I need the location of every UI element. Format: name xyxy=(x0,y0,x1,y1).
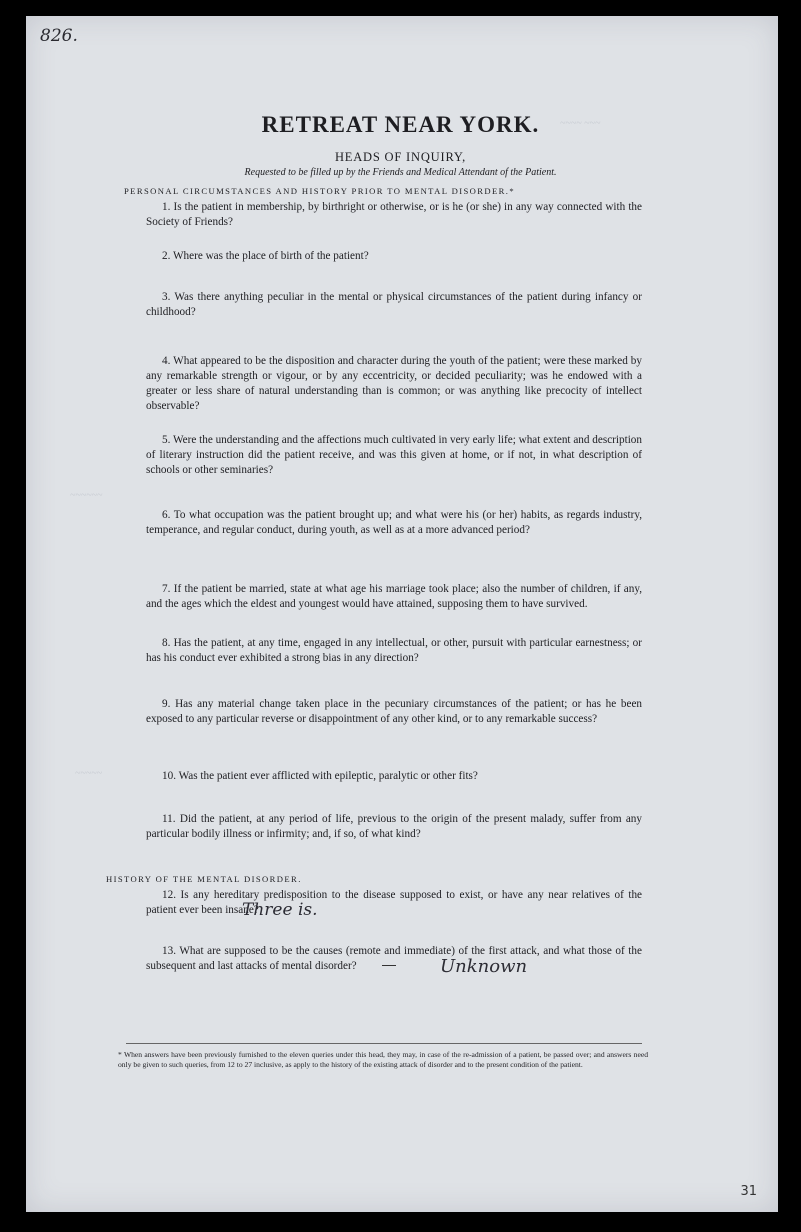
question-8: 8. Has the patient, at any time, engaged in any intellectual, or other, pursuit with particular earnestness; or has his conduct ever exhibited a strong bias in any direction? xyxy=(146,637,642,664)
question-2: 2. Where was the place of birth of the patient? xyxy=(162,250,369,262)
question-12: 12. Is any hereditary predisposition to the disease supposed to exist, or have any near relatives of the patient ever been insane? xyxy=(146,889,643,916)
question-1: 1. Is the patient in membership, by birthright or otherwise, or is he (or she) in any way connected with the Society of Friends? xyxy=(146,201,642,228)
question-10: 10. Was the patient ever afflicted with epileptic, paralytic or other fits? xyxy=(162,770,478,782)
answer-dash xyxy=(382,965,396,966)
instructions: Requested to be filled up by the Friends and Medical Attendant of the Patient. xyxy=(244,167,557,178)
question-7: 7. If the patient be married, state at what age his marriage took place; also the number of children, if any, and the ages which the eldest and youngest would have attained, supposing them to have survived. xyxy=(146,583,643,610)
archive-number: 826. xyxy=(40,26,78,46)
document-subtitle: HEADS OF INQUIRY, xyxy=(334,150,467,164)
question-6: 6. To what occupation was the patient brought up; and what were his (or her) habits, as regards industry, temperance, and regular conduct, during youth, as well as at a more advanced period? xyxy=(146,509,642,536)
footnote: * When answers have been previously furnished to the eleven queries under this head, they may, in case of the re-admission of a patient, be passed over; and answers need only be given to such queries, from 12 to 27 inclusive, as apply to the history of the existing attack of disorder and to the present condition of the patient. xyxy=(118,1050,648,1069)
question-11: 11. Did the patient, at any period of life, previous to the origin of the present malady, suffer from any particular bodily illness or infirmity; and, if so, of what kind? xyxy=(146,813,642,840)
document-title: RETREAT NEAR YORK. xyxy=(261,112,540,137)
bleed-through-mark: ~~~~~ xyxy=(75,768,103,779)
question-13: 13. What are supposed to be the causes (remote and immediate) of the first attack, and what those of the subsequent and last attacks of mental disorder? xyxy=(146,945,642,972)
page-number: 31 xyxy=(740,1184,757,1199)
handwritten-answer-13: Unknown xyxy=(440,956,528,977)
bleed-through-mark: ~~~~~~ xyxy=(70,490,103,501)
question-4: 4. What appeared to be the disposition and character during the youth of the patient; were these marked by any remarkable strength or vigour, or by any eccentricity, or decided peculiarity; was he endowed with a greater or less share of natural understanding than is common; or was anything like precocity of intellect observable? xyxy=(146,355,642,412)
handwritten-answer-12: Three is. xyxy=(242,900,318,920)
section-heading-history: HISTORY OF THE MENTAL DISORDER. xyxy=(106,874,302,884)
question-9: 9. Has any material change taken place in the pecuniary circumstances of the patient; or has he been exposed to any particular reverse or disappointment of any other kind, or to any remarkable success? xyxy=(146,698,642,725)
question-5: 5. Were the understanding and the affections much cultivated in very early life; what extent and description of literary instruction did the patient receive, and was this given at home, or if not, in what description of schools or other seminaries? xyxy=(146,434,642,476)
footnote-rule xyxy=(126,1043,642,1044)
question-3: 3. Was there anything peculiar in the mental or physical circumstances of the patient during infancy or childhood? xyxy=(146,291,642,318)
bleed-through-mark: ~~~~ ~~~ xyxy=(560,118,601,129)
section-heading-personal: PERSONAL CIRCUMSTANCES AND HISTORY PRIOR TO MENTAL DISORDER.* xyxy=(124,186,516,196)
